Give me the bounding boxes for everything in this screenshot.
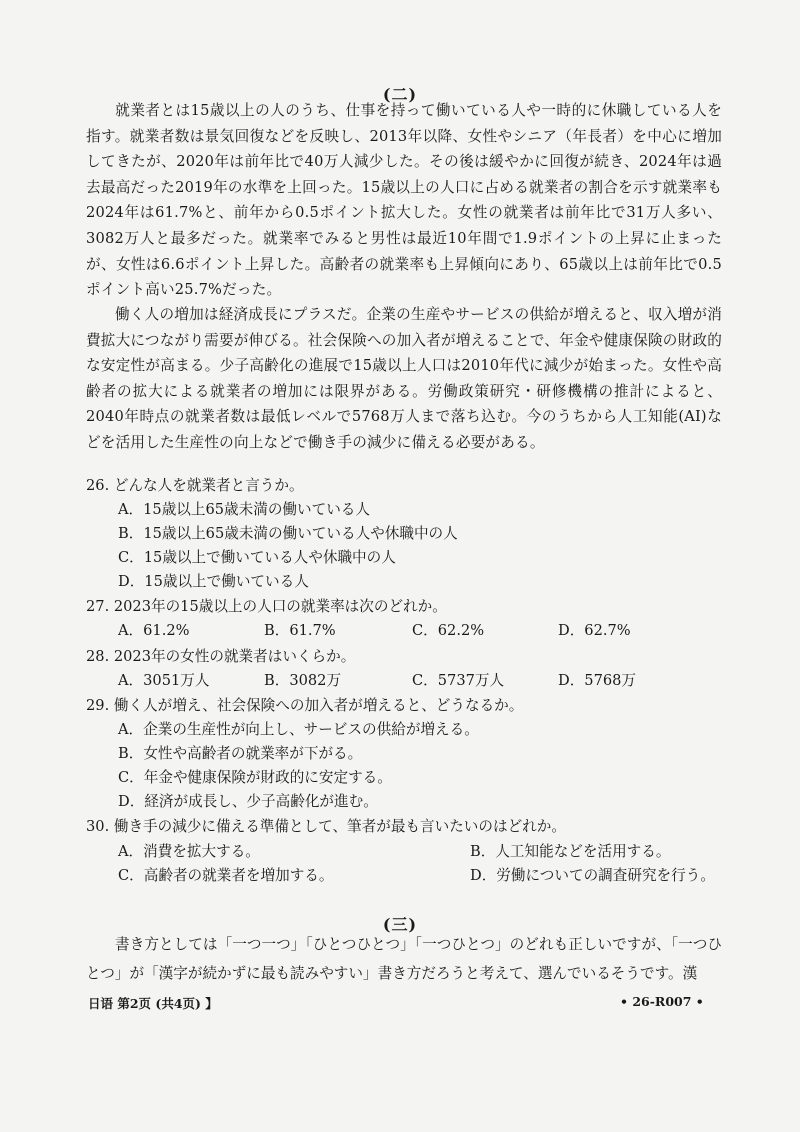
section-3-title: (三) (382, 915, 418, 934)
question-29-stem: 29. 働く人が増え、社会保険への加入者が増えると、どうなるか。 (86, 697, 524, 714)
question-26-option-d[interactable]: D．15歳以上で働いている人 (118, 573, 309, 590)
question-30-option-a[interactable]: A．消費を拡大する。 (118, 843, 260, 860)
question-30-option-d[interactable]: D．労働についての調査研究を行う。 (470, 867, 715, 884)
passage-paragraph-1-text: 就業者とは15歳以上の人のうち、仕事を持って働いている人や一時的に休職している人を指す。就業者数は景気回復などを反映し、2013年以降、女性やシニア（年長者）を中心に増加してきたが、2020年は前年比で40万人減少した。その後は緩やかに回復が続き、2024年は過去最高だった2019年の水準を上回った。15歳以上の人口に占める就業者の割合を示す就業率も2024年は61.7%と、前年から0.5ポイント拡大した。女性の就業者は前年比で31万人多い、3082万人と最多だった。就業率でみると男性は最近10年間で1.9ポイントの上昇に止まったが、女性は6.6ポイント上昇した。高齢者の就業率も上昇傾向にあり、65歳以上は前年比で0.5ポイント高い25.7%だった。 (86, 102, 722, 299)
question-27-option-c[interactable]: C．62.2% (412, 622, 485, 639)
question-30-option-b[interactable]: B．人工知能などを活用する。 (470, 843, 671, 860)
question-29-option-a[interactable]: A．企業の生産性が向上し、サービスの供給が増える。 (118, 721, 479, 738)
question-26-option-a[interactable]: A．15歳以上65歳未満の働いている人 (118, 501, 370, 518)
question-29-option-b[interactable]: B．女性や高齢者の就業率が下がる。 (118, 745, 363, 762)
question-26-stem: 26. どんな人を就業者と言うか。 (86, 477, 304, 494)
question-27-stem: 27. 2023年の15歳以上の人口の就業率は次のどれか。 (86, 598, 447, 615)
question-26-option-c[interactable]: C．15歳以上で働いている人や休職中の人 (118, 549, 396, 566)
question-28-option-a[interactable]: A．3051万人 (118, 672, 210, 689)
question-28-option-c[interactable]: C．5737万人 (412, 672, 505, 689)
question-30-stem: 30. 働き手の減少に備える準備として、筆者が最も言いたいのはどれか。 (86, 818, 566, 835)
question-28-option-b[interactable]: B．3082万 (264, 672, 342, 689)
question-29-option-d[interactable]: D．経済が成長し、少子高齢化が進む。 (118, 793, 378, 810)
section-3-paragraph (86, 930, 722, 988)
question-28-option-d[interactable]: D．5768万 (558, 672, 637, 689)
section-3-paragraph-text: 書き方としては「一つ一つ」「ひとつひとつ」「一つひとつ」のどれも正しいですが、「一つひとつ」が「漢字が続かずに最も読みやすい」書き方だろうと考えて、選んでいるそうです。漢 (86, 936, 722, 982)
passage-paragraph-2-text: 働く人の増加は経済成長にプラスだ。企業の生産やサービスの供給が増えると、収入増が消費拡大につながり需要が伸びる。社会保険への加入者が増えることで、年金や健康保険の財政的な安定性が高まる。少子高齢化の進展で15歳以上人口は2010年代に減少が始まった。女性や高齢者の拡大による就業者の増加には限界がある。労働政策研究・研修機構の推計によると、2040年時点の就業者数は最低レベルで5768万人まで落ち込む。今のうちから人工知能(AI)などを活用した生産性の向上などで働き手の減少に備える必要がある。 (86, 306, 722, 451)
question-27-option-a[interactable]: A．61.2% (118, 622, 190, 639)
passage-paragraph-2 (86, 302, 722, 456)
question-28-stem: 28. 2023年の女性の就業者はいくらか。 (86, 648, 356, 665)
section-2-title: (二) (382, 85, 418, 104)
page-footer-code: • 26-R007 • (620, 994, 704, 1009)
question-29-option-c[interactable]: C．年金や健康保険が財政的に安定する。 (118, 769, 392, 786)
passage-paragraph-1 (86, 98, 722, 303)
question-26-option-b[interactable]: B．15歳以上65歳未満の働いている人や休職中の人 (118, 525, 458, 542)
page-footer-left: 日语 第2页 (共4页) 】 (88, 996, 218, 1011)
question-27-option-b[interactable]: B．61.7% (264, 622, 336, 639)
question-30-option-c[interactable]: C．高齢者の就業者を増加する。 (118, 867, 334, 884)
question-27-option-d[interactable]: D．62.7% (558, 622, 631, 639)
